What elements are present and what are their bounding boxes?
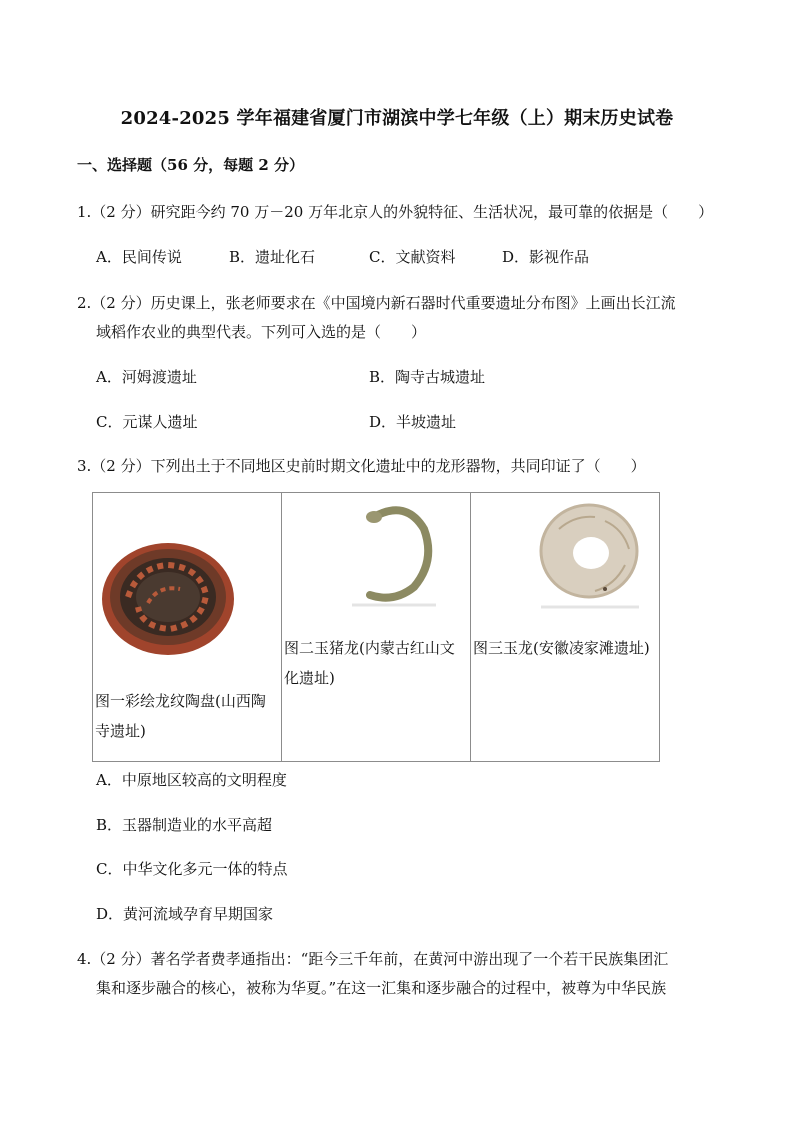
question-4-stem-line2: 集和逐步融合的核心，被称为华夏。”在这一汇集和逐步融合的过程中，被尊为中华民族 bbox=[96, 979, 667, 997]
figure-table bbox=[92, 492, 660, 762]
question-1-stem: 1.（2 分）研究距今约 70 万－20 万年北京人的外貌特征、生活状况，最可靠的依据是（ ） bbox=[77, 203, 714, 221]
painted-dragon-plate-image bbox=[98, 537, 238, 657]
page-title: 2024-2025 学年福建省厦门市湖滨中学七年级（上）期末历史试卷 bbox=[120, 108, 674, 129]
section-heading: 一、选择题（56 分，每题 2 分） bbox=[77, 156, 304, 174]
q2-option-c[interactable]: C．元谋人遗址 bbox=[96, 413, 198, 431]
figure-1-cell bbox=[93, 493, 282, 762]
q1-option-b[interactable]: B．遗址化石 bbox=[229, 248, 316, 266]
q2-option-b[interactable]: B．陶寺古城遗址 bbox=[369, 368, 486, 386]
q1-option-d[interactable]: D．影视作品 bbox=[502, 248, 590, 266]
question-4-stem-line1: 4.（2 分）著名学者费孝通指出：“距今三千年前，在黄河中游出现了一个若干民族集团汇 bbox=[77, 950, 669, 968]
figure-2-caption-line1: 图二玉猪龙(内蒙古红山文 bbox=[284, 639, 455, 657]
q3-option-c[interactable]: C．中华文化多元一体的特点 bbox=[96, 860, 288, 878]
q1-option-a[interactable]: A．民间传说 bbox=[96, 248, 182, 266]
jade-dragon-image bbox=[535, 499, 645, 614]
q3-option-d[interactable]: D．黄河流域孕育早期国家 bbox=[96, 905, 274, 923]
figure-2-caption-line2: 化遗址) bbox=[284, 669, 335, 687]
figure-1-caption-line2: 寺遗址) bbox=[95, 722, 146, 740]
q3-option-a[interactable]: A．中原地区较高的文明程度 bbox=[96, 771, 287, 789]
question-2-stem-line1: 2.（2 分）历史课上，张老师要求在《中国境内新石器时代重要遗址分布图》上画出长江流 bbox=[77, 294, 676, 312]
question-3-stem: 3.（2 分）下列出土于不同地区史前时期文化遗址中的龙形器物，共同印证了（ ） bbox=[77, 457, 646, 475]
figure-3-cell bbox=[471, 493, 660, 762]
figure-2-cell bbox=[282, 493, 471, 762]
q2-option-a[interactable]: A．河姆渡遗址 bbox=[96, 368, 197, 386]
q3-option-b[interactable]: B．玉器制造业的水平高超 bbox=[96, 816, 273, 834]
figure-1-caption-line1: 图一彩绘龙纹陶盘(山西陶 bbox=[95, 692, 266, 710]
q2-option-d[interactable]: D．半坡遗址 bbox=[369, 413, 457, 431]
jade-pig-dragon-image bbox=[344, 499, 444, 609]
question-2-stem-line2: 域稻作农业的典型代表。下列可入选的是（ ） bbox=[96, 323, 427, 341]
q1-option-c[interactable]: C．文献资料 bbox=[369, 248, 456, 266]
figure-3-caption-line1: 图三玉龙(安徽凌家滩遗址) bbox=[473, 639, 650, 657]
